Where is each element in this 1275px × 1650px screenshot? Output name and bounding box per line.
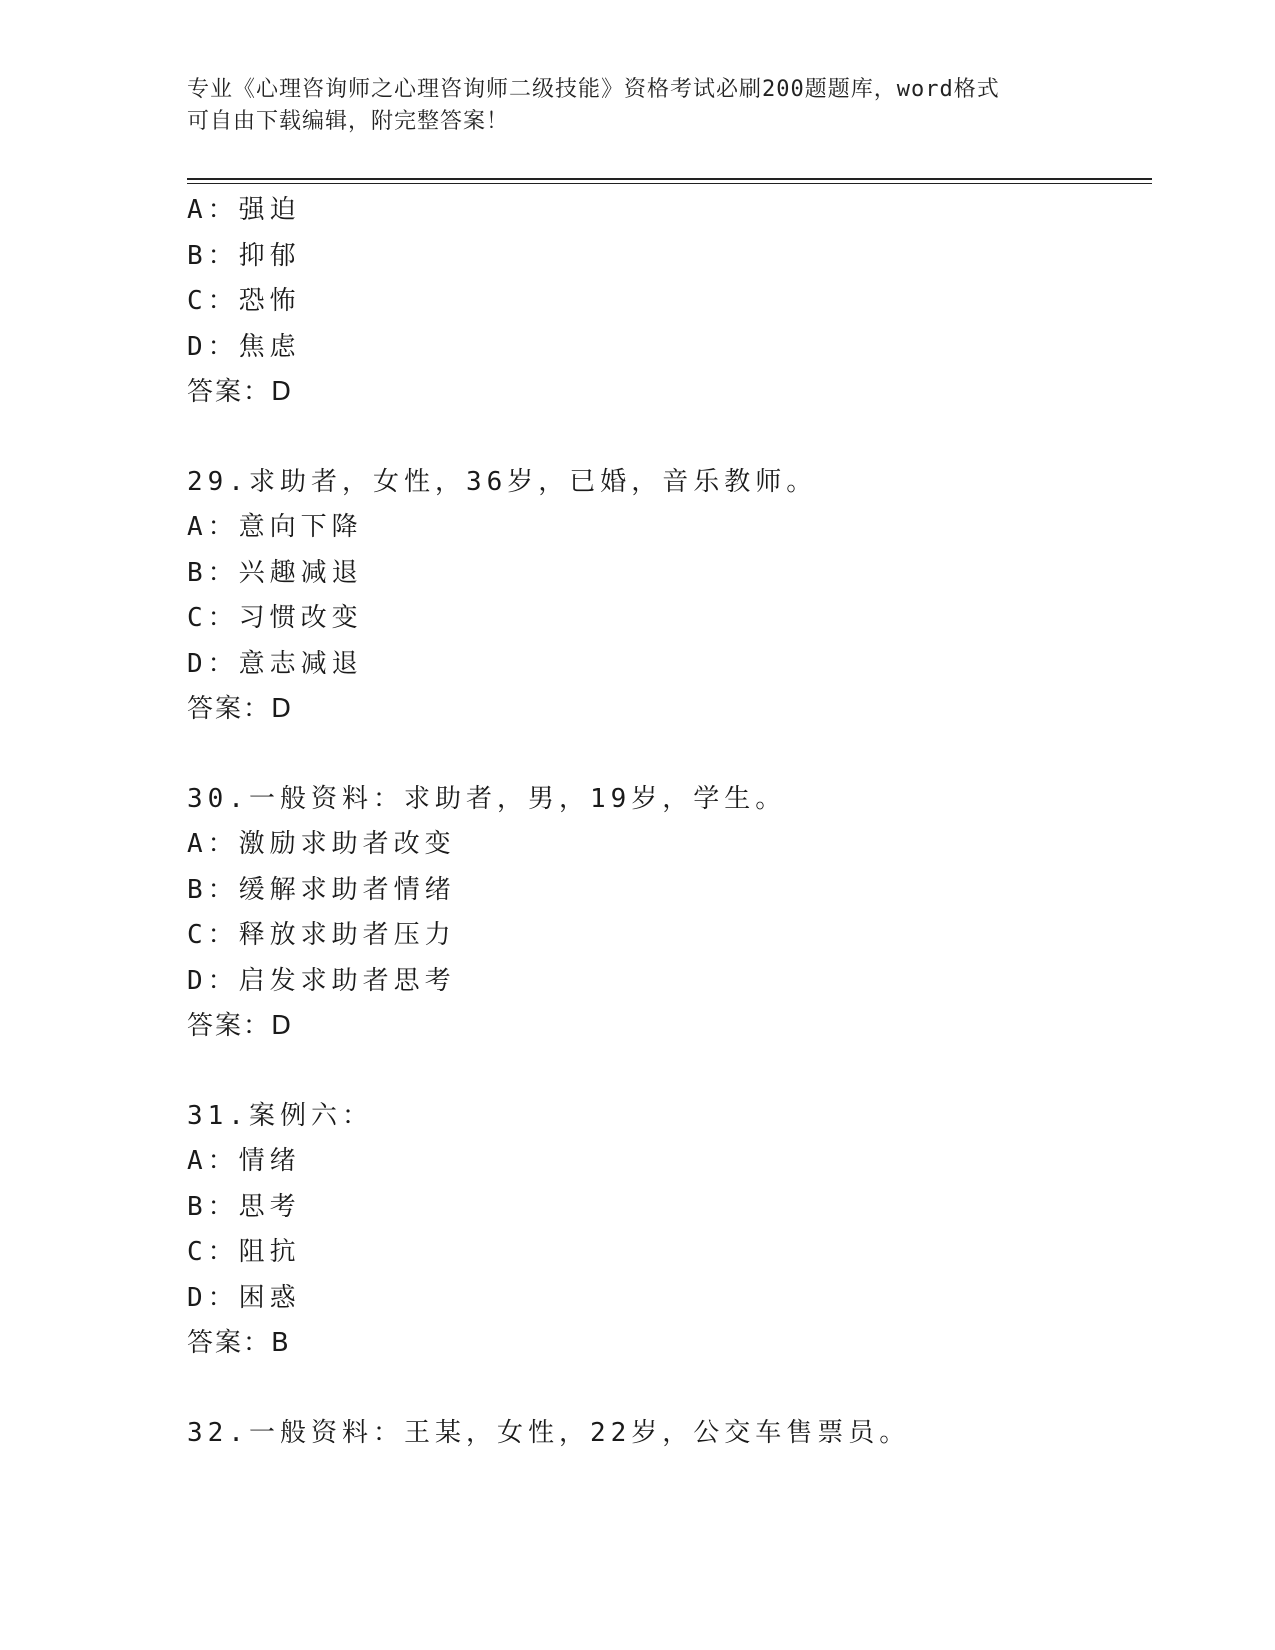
- question-stem: 29.求助者，女性，36岁，已婚，音乐教师。: [187, 466, 818, 497]
- question-block: [187, 777, 1147, 1050]
- option-c: C：阻抗: [187, 1237, 301, 1267]
- block-spacer: [187, 1050, 1147, 1094]
- question-block: [187, 460, 1147, 733]
- question-block: [187, 188, 1147, 416]
- answer-line: 答案：D: [187, 1011, 294, 1041]
- option-b: B：缓解求助者情绪: [187, 874, 456, 905]
- option-c: C：恐怖: [187, 286, 301, 316]
- option-d: D：意志减退: [187, 648, 363, 679]
- page-header: [187, 74, 1087, 138]
- header-title-line-1: 专业《心理咨询师之心理咨询师二级技能》资格考试必刷200题题库，word格式: [187, 77, 1000, 102]
- option-a: A：情绪: [187, 1146, 301, 1176]
- question-block: [187, 1411, 1147, 1457]
- option-a: A：激励求助者改变: [187, 829, 456, 859]
- question-stem: 30.一般资料：求助者，男，19岁，学生。: [187, 783, 787, 814]
- question-stem: 31.案例六：: [187, 1100, 373, 1131]
- answer-line: 答案：D: [187, 377, 294, 407]
- option-b: B：抑郁: [187, 240, 301, 271]
- header-title-line-2: 可自由下载编辑，附完整答案！: [187, 109, 510, 134]
- question-stem: 32.一般资料：王某，女性，22岁，公交车售票员。: [187, 1417, 911, 1448]
- option-b: B：思考: [187, 1191, 301, 1222]
- question-block: [187, 1094, 1147, 1367]
- option-a: A：强迫: [187, 195, 301, 225]
- header-divider: [187, 178, 1152, 180]
- option-a: A：意向下降: [187, 512, 363, 542]
- option-d: D：困惑: [187, 1282, 301, 1313]
- block-spacer: [187, 1367, 1147, 1411]
- option-c: C：习惯改变: [187, 603, 363, 633]
- block-spacer: [187, 733, 1147, 777]
- option-d: D：焦虑: [187, 331, 301, 362]
- option-d: D：启发求助者思考: [187, 965, 456, 996]
- answer-line: 答案：D: [187, 694, 294, 724]
- header-divider-thin: [187, 183, 1152, 184]
- question-list: [187, 188, 1147, 1456]
- block-spacer: [187, 416, 1147, 460]
- answer-line: 答案：B: [187, 1328, 291, 1358]
- option-c: C：释放求助者压力: [187, 920, 456, 950]
- option-b: B：兴趣减退: [187, 557, 363, 588]
